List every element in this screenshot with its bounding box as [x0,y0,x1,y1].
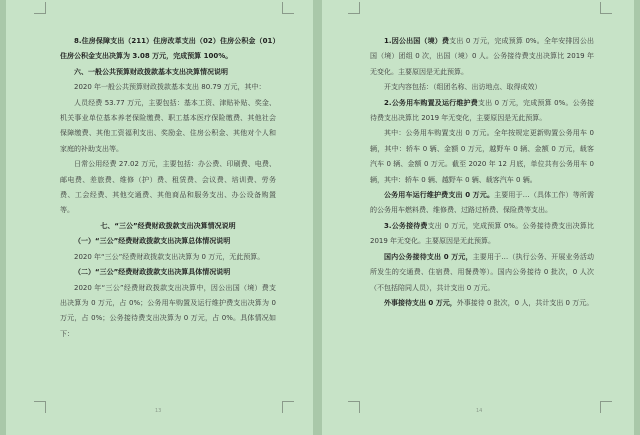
page-text [60,34,276,342]
subsection-heading: （一）“三公”经费财政拨款支出决算总体情况说明 [74,237,231,246]
crop-mark [282,401,294,413]
paragraph-body: 主要用于…（执行公务、开展业务活动所发生的交通费、住宿费、用餐费等）。国内公务接待 0 批次，0 人次（不包括陪同人员），共计支出 0 万元。 [370,252,595,292]
paragraph [370,188,594,219]
paragraph [370,96,594,127]
crop-mark [34,2,46,14]
paragraph-lead: 1.因公出国（境）费 [384,37,450,45]
crop-mark [34,401,46,413]
paragraph: 2020 年“三公”经费财政拨款支出决算为 0 万元，无此预算。 [74,252,265,261]
section-heading: 六、一般公共预算财政拨款基本支出决算情况说明 [74,67,228,76]
paragraph: 其中：公务用车购置支出 0 万元。全年按规定更新购置公务用车 0 辆，其中：轿车 0 辆、金额 0 万元，越野车 0 辆、金额 0 万元，载客汽车 0 辆、金额 0 万元。截至 2020 年 12 月底，单位共有公务用车 0 辆，其中：轿车 0 辆、越野车 0 辆、载客汽车 0 辆。 [370,129,594,184]
paragraph-lead: 2.公务用车购置及运行维护费 [384,98,478,107]
paragraph-lead: 3.公务接待费 [384,221,428,230]
paragraph-lead: 公务用车运行维护费支出 0 万元。 [384,191,495,200]
page-number: 14 [476,408,483,414]
page-number: 13 [155,408,162,414]
paragraph-body: 支出 0 万元，完成预算 0%。公务接待费支出决算比 2019 年无变化，主要原因是无此预算。 [370,98,595,123]
paragraph-body: 支出 0 万元，完成预算 0%。公务接待费支出决算比 2019 年无变化。主要原因是无此预算。 [370,221,595,246]
section-heading: 七、“三公”经费财政拨款支出决算情况说明 [100,221,236,230]
paragraph [370,250,594,296]
crop-mark [348,401,360,413]
crop-mark [282,2,294,14]
paragraph: 人员经费 53.77 万元，主要包括：基本工资、津贴补贴、奖金、机关事业单位基本养老保险缴费、职工基本医疗保险缴费、其他社会保障缴费、其他工资福利支出、奖励金、住房公积金、其他对个人和家庭的补助支出等。 [60,98,276,153]
paragraph-lead: 外事接待支出 0 万元， [384,298,457,307]
paragraph-body: 支出 0 万元，完成预算 0%。全年安排因公出国（境）团组 0 次，出国（境）0 人。公务接待费支出决算比 2019 年无变化。主要原因是无此预算。 [370,37,594,76]
paragraph [370,296,594,311]
paragraph: 8.住房保障支出（211）住房改革支出（02）住房公积金（01）住房公积金支出决算为 3.08 万元，完成预算 100%。 [60,37,276,61]
paragraph [370,34,594,80]
paragraph-body: 主要用于…（具体工作）等所需的公务用车燃料费、维修费、过路过桥费、保险费等支出。 [370,191,594,215]
crop-mark [600,2,612,14]
crop-mark [600,401,612,413]
paragraph: 2020 年一般公共预算财政拨款基本支出 80.79 万元，其中： [74,83,266,92]
paragraph: 2020 年“三公”经费财政拨款支出决算中，因公出国（境）费支出决算为 0 万元，占 0%；公务用车购置及运行维护费支出决算为 0 万元，占 0%；公务接待费支出决算为 0 万元，占 0%。具体情况如下： [60,283,276,338]
document-page-right [322,0,634,435]
subsection-heading: （二）“三公”经费财政拨款支出决算具体情况说明 [74,268,231,277]
paragraph [370,219,594,250]
paragraph-lead: 国内公务接待支出 0 万元， [384,252,473,261]
crop-mark [348,2,360,14]
document-page-left [6,0,313,435]
page-text [370,34,594,311]
paragraph-body: 外事接待 0 批次，0 人，共计支出 0 万元。 [456,298,594,307]
paragraph: 日常公用经费 27.02 万元，主要包括：办公费、印刷费、电费、邮电费、差旅费、维修（护）费、租赁费、会议费、培训费、劳务费、工会经费、其他交通费、其他商品和服务支出、办公设备购置等。 [60,160,276,215]
paragraph: 开支内容包括：（组团名称、出访地点、取得成效） [384,83,542,92]
